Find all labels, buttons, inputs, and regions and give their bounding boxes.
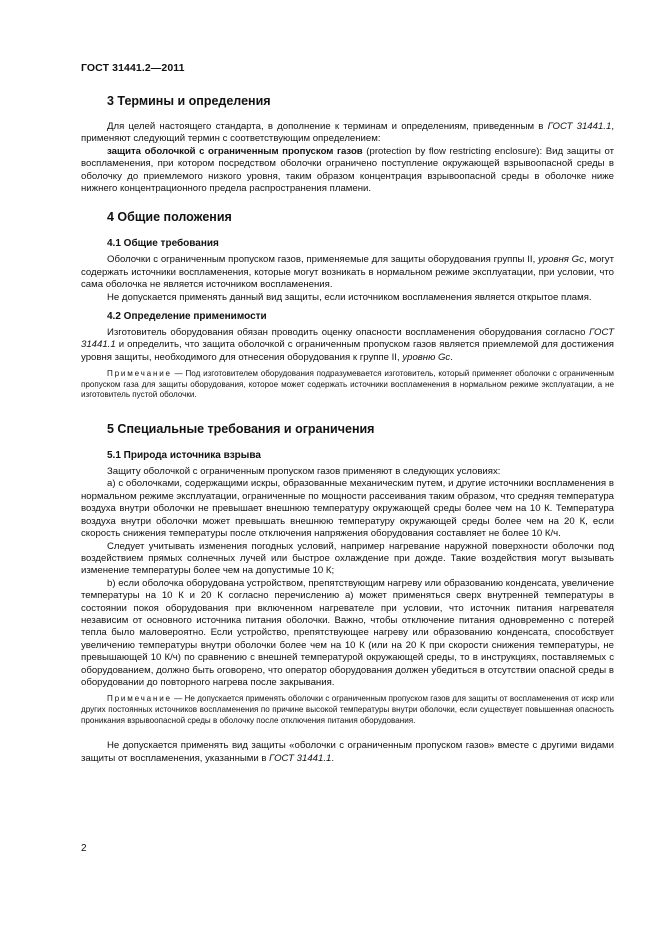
subsection-5-1-item-b: b) если оболочка оборудована устройством, препятствующим нагреву или образованию конденсата, увеличение температуры на 10 К и 20 К согласно перечислению а) может применяться сверх внутренней температуры в состоянии покоя оборудования при включенном нагревателе при условии, что источник питания нагревателя независим от основного источника питания оболочки. Важно, чтобы отключение питания одновременно с потерей тепла было маловероятно. Если устройство, препятствующее нагреву или образованию конденсата, способствует увеличению температуры внутри оболочки более чем на 10 К (или на 20 К при скорости снижения температуры, не превышающей 10 К/ч) по сравнению с внешней температурой окружающей среды, то в инструкциях, поставляемых с оборудованием, должно быть оговорено, что оператор оборудования должен убедиться в отсутствии опасной среды в оборудовании до повторного нагрева после закрывания. [81, 577, 614, 688]
document-content [81, 94, 614, 765]
text-fragment: Изготовитель оборудования обязан проводить оценку опасности воспламенения оборудования согласно [107, 327, 590, 339]
section-5-heading: 5 Специальные требования и ограничения [107, 422, 375, 437]
note-text: — Под изготовителем оборудования подразумевается изготовитель, который применяет оболочки с ограниченным пропуском газа для защиты оборудования, которое может содержать источники воспламенения в нормальном режиме эксплуатации, а не изготовитель пустой оболочки. [81, 369, 614, 400]
level-reference: уровню Gc [402, 351, 451, 363]
subsection-5-1-heading: 5.1 Природа источника взрыва [107, 450, 261, 462]
text-fragment: . [331, 752, 335, 764]
note-label: Примечание [107, 694, 172, 704]
section-3-intro-paragraph [81, 121, 614, 146]
document-code-header: ГОСТ 31441.2—2011 [81, 62, 185, 74]
subsection-4-1-paragraph-1 [81, 254, 614, 291]
subsection-5-1-paragraph-final [81, 740, 614, 765]
subsection-4-1-paragraph-2: Не допускается применять данный вид защиты, если источником воспламенения является открытое пламя. [107, 291, 592, 303]
standard-reference: ГОСТ 31441.1 [547, 121, 612, 132]
term-definition: (protection by flow restricting enclosure): Вид защиты от воспламенения, при котором посредством оболочки ограничено поступление окружающей взрывоопасной среды в оболочку до приемлемого низкого уровня, таким образом концентрация взрывоопасной среды в оболочке ниже нижнего концентрационного предела распространения пламени. [81, 145, 614, 195]
section-3-heading: 3 Термины и определения [107, 94, 271, 108]
term-definition-paragraph [81, 146, 614, 196]
subsection-4-2-heading: 4.2 Определение применимости [107, 311, 267, 323]
text-fragment: Для целей настоящего стандарта, в дополнение к терминам и определениям, приведенным в [107, 121, 548, 132]
section-4-heading: 4 Общие положения [107, 210, 232, 225]
subsection-5-1-paragraph-weather: Следует учитывать изменения погодных условий, например нагревание наружной поверхности оболочки под воздействием прямых солнечных лучей или быстрое охлаждение при дожде. Такие воздействия могут вызывать изменение температуры более чем на допустимые 10 К; [81, 540, 614, 577]
note-1 [81, 369, 614, 401]
subsection-4-1-heading: 4.1 Общие требования [107, 238, 219, 250]
level-reference: уровня Gc [538, 254, 584, 266]
text-fragment: . [450, 351, 453, 363]
note-text: — Не допускается применять оболочки с ограниченным пропуском газов для защиты от воспламенения от искр или других постоянных источников воспламенения по причине высокой температуры внутри оболочки, если существует повышенная опасность проникания взрывоопасной среды в оболочку после отключения питания оборудования. [81, 694, 614, 725]
text-fragment: , могут содержать источники воспламенения, которые могут возникать в нормальном режиме эксплуатации, при условии, что сама оболочка не является источником воспламенения. [81, 254, 615, 291]
page-number: 2 [81, 843, 87, 854]
subsection-4-2-paragraph-1 [81, 327, 614, 364]
text-fragment: Оболочки с ограниченным пропуском газов, применяемые для защиты оборудования группы II, [107, 254, 539, 266]
defined-term: защита оболочкой с ограниченным пропуском газов [107, 145, 363, 157]
text-fragment: Не допускается применять вид защиты «оболочки с ограниченным пропуском газов» вместе с другими видами защиты от воспламенения, указанными в [81, 740, 614, 764]
text-fragment: и определить, что защита оболочкой с ограниченным пропуском газов является приемлемой для достижения уровня защиты, необходимого для отнесения оборудования к группе II, [81, 339, 614, 363]
subsection-5-1-item-a: а) с оболочками, содержащими искры, образованные механическим путем, и другие источники воспламенения в нормальном режиме эксплуатации, ограниченные по мощности рассеивания таким образом, что средняя температура воздуха внутри оболочки не превышает внешнюю температуру окружающей среды более чем на 10 К. Температура воздуха внутри оболочки может превышать внешнюю температуру окружающей среды более чем на 20 К, если скорость снижения температуры после отключения напряжения оборудования составляет не более 10 К/ч. [81, 478, 614, 540]
subsection-5-1-paragraph-1: Защиту оболочкой с ограниченным пропуском газов применяют в следующих условиях: [107, 466, 501, 478]
text-fragment: , применяют следующий термин с соответствующим определением: [81, 121, 614, 145]
note-label: Примечание [107, 369, 172, 379]
standard-reference: ГОСТ 31441.1 [81, 327, 614, 351]
standard-reference: ГОСТ 31441.1 [269, 752, 332, 764]
document-page [81, 0, 614, 935]
note-2 [81, 694, 614, 726]
